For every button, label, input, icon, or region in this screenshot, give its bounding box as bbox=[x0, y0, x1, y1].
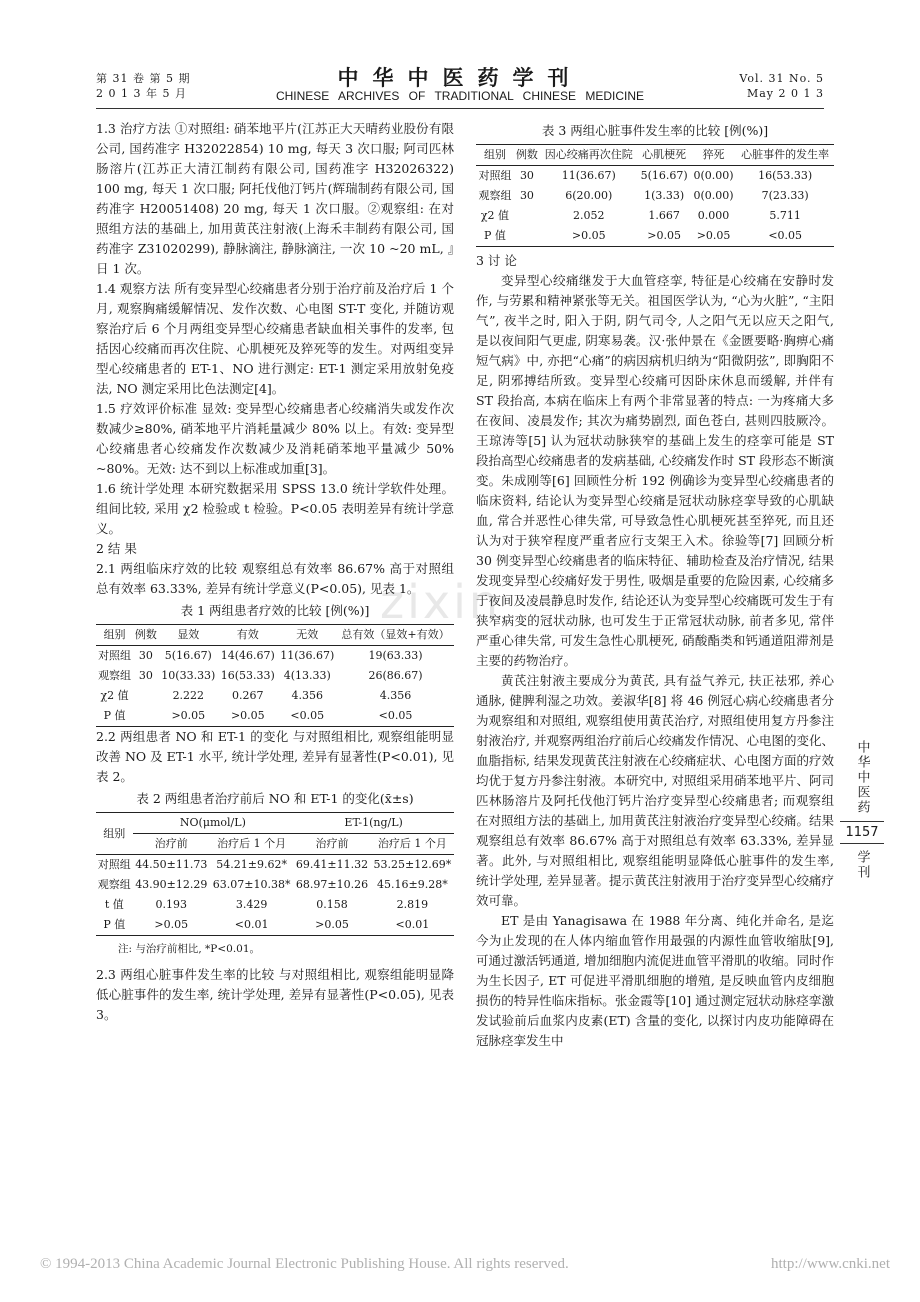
table-cell: 观察组 bbox=[97, 878, 131, 891]
table-cell: 3.429 bbox=[235, 898, 268, 911]
table-cell: 0(0.00) bbox=[693, 169, 734, 182]
table2-subheader: 治疗后 1 个月 bbox=[371, 834, 454, 855]
table3-caption: 表 3 两组心脏事件发生率的比较 [例(%)] bbox=[541, 123, 769, 138]
paragraph-statistics: 1.6 统计学处理 本研究数据采用 SPSS 13.0 统计学软件处理。组间比较, 采用 χ2 检验或 t 检验。P<0.05 表明差异有统计学意义。 bbox=[96, 481, 454, 536]
table-cell: 4.356 bbox=[379, 689, 412, 702]
footer-url[interactable]: http://www.cnki.net bbox=[770, 1256, 890, 1272]
issue-date-en: May 2 0 1 3 bbox=[746, 87, 824, 100]
table3-header: 例数 bbox=[514, 145, 540, 166]
table-cell: P 值 bbox=[96, 915, 133, 936]
table-cell: 观察组 bbox=[98, 669, 132, 682]
paragraph-results-3: 2.3 两组心脏事件发生率的比较 与对照组相比, 观察组能明显降低心脏事件的发生率, 统计学处理, 差异有显著性(P<0.05), 见表 3。 bbox=[96, 967, 454, 1022]
copyright-footer: © 1994-2013 China Academic Journal Electronic Publishing House. All rights reserved. bbox=[40, 1256, 569, 1272]
table2-subheader: 治疗前 bbox=[293, 834, 370, 855]
table-cell: >0.05 bbox=[638, 226, 691, 247]
table-cell: P 值 bbox=[96, 706, 133, 727]
journal-title-en: CHINESE ARCHIVES OF TRADITIONAL CHINESE MEDICINE bbox=[275, 89, 645, 103]
table-row bbox=[96, 706, 454, 727]
table-cell: P 值 bbox=[476, 226, 514, 247]
table-cell: t 值 bbox=[104, 898, 124, 911]
table-cell: >0.05 bbox=[691, 226, 737, 247]
side-tab bbox=[840, 740, 884, 880]
table-cell: 2.222 bbox=[172, 689, 205, 702]
table-row bbox=[96, 646, 454, 667]
table3 bbox=[476, 144, 834, 247]
table-cell: 0.000 bbox=[697, 209, 730, 222]
table-cell: 5(16.67) bbox=[640, 169, 688, 182]
table3-header: 心脏事件的发生率 bbox=[736, 145, 834, 166]
table-cell: 1(3.33) bbox=[644, 189, 685, 202]
table-cell: 16(53.33) bbox=[758, 169, 813, 182]
table2-subheader: 治疗后 1 个月 bbox=[210, 834, 293, 855]
table-row bbox=[96, 895, 454, 915]
table-row bbox=[476, 226, 834, 247]
table-cell: 4(13.33) bbox=[283, 669, 331, 682]
table-cell: 2.052 bbox=[572, 209, 605, 222]
table-row bbox=[96, 666, 454, 686]
table-cell: 10(33.33) bbox=[161, 669, 216, 682]
table2-subheader: 治疗前 bbox=[133, 834, 210, 855]
volume-issue-en: Vol. 31 No. 5 bbox=[739, 72, 824, 85]
paragraph-discussion-3: ET 是由 Yanagisawa 在 1988 年分离、纯化并命名, 是迄今为止发现的在人体内缩血管作用最强的内源性血管收缩肽[9], 可通过激活钙通道, 增加细胞内流促进血管平滑肌的收缩。同时作为生长因子, ET 可促进平滑肌细胞的增殖, 是反映血管内皮细胞损伤的特异性临床指标。张金霞等[10] 通过测定冠状动脉痉挛激发试验前后血浆内皮素(ET) 含量的变化, 以探讨内皮功能障碍在冠脉痉挛发生中 bbox=[476, 913, 834, 1048]
table-cell: >0.05 bbox=[218, 706, 277, 727]
table3-header: 心肌梗死 bbox=[638, 145, 691, 166]
table-cell: 30 bbox=[138, 669, 153, 682]
table-cell: 54.21±9.62* bbox=[216, 858, 287, 871]
table-cell: 1.667 bbox=[648, 209, 680, 222]
table-cell: 6(20.00) bbox=[565, 189, 613, 202]
table-cell: 0(0.00) bbox=[693, 189, 734, 202]
table-cell: 0.158 bbox=[316, 898, 348, 911]
table1-header: 组别 bbox=[96, 625, 133, 646]
table-cell: <0.05 bbox=[337, 706, 454, 727]
table1-caption: 表 1 两组患者疗效的比较 [例(%)] bbox=[180, 603, 370, 618]
section-discussion: 3 讨 论 bbox=[476, 253, 517, 268]
page-number: 1157 bbox=[840, 821, 884, 844]
right-column bbox=[476, 119, 834, 1051]
table1-header: 总有效（显效+有效） bbox=[337, 625, 454, 646]
watermark: zixin bbox=[380, 575, 502, 629]
table-cell: 观察组 bbox=[478, 189, 512, 202]
table2-header-group: 组别 bbox=[96, 813, 133, 855]
left-column bbox=[96, 119, 454, 1025]
table-row bbox=[96, 915, 454, 936]
paragraph-observation: 1.4 观察方法 所有变异型心绞痛患者分别于治疗前及治疗后 1 个月, 观察胸痛缓解情况、发作次数、心电图 ST-T 变化, 并随访观察治疗后 6 个月两组变异型心绞痛患者缺血相关事件的发率, 包括因心绞痛而再次住院、心肌梗死及猝死等的发生。对两组变异型心绞痛患者的 ET-1、NO 进行测定: ET-1 测定采用放射免疫法, NO 测定采用比色法测定[4]。 bbox=[96, 281, 454, 396]
table-cell: 30 bbox=[519, 169, 534, 182]
table1-header: 有效 bbox=[218, 625, 277, 646]
table-cell: >0.05 bbox=[293, 915, 370, 936]
table-row bbox=[476, 186, 834, 206]
paragraph-criteria: 1.5 疗效评价标准 显效: 变异型心绞痛患者心绞痛消失或发作次数减少≥80%, 硝苯地平片消耗量减少 80% 以上。有效: 变异型心绞痛患者心绞痛发作次数减少及消耗硝苯地平量减少 50% ~80%。无效: 达不到以上标准或加重[3]。 bbox=[96, 401, 454, 476]
table-row bbox=[476, 166, 834, 187]
table-cell: 26(86.67) bbox=[368, 669, 423, 682]
table-cell: 30 bbox=[138, 649, 153, 662]
table-cell: 16(53.33) bbox=[220, 669, 275, 682]
table-cell: 11(36.67) bbox=[561, 169, 616, 182]
table3-header: 因心绞痛再次住院 bbox=[540, 145, 638, 166]
table-cell bbox=[133, 706, 158, 727]
header-rule bbox=[96, 108, 824, 109]
table-cell: 5(16.67) bbox=[164, 649, 212, 662]
table1 bbox=[96, 624, 454, 727]
table-row bbox=[96, 875, 454, 895]
table-cell: <0.01 bbox=[210, 915, 293, 936]
side-journal-name: 中华中医药 bbox=[854, 740, 870, 815]
table-cell: 2.819 bbox=[396, 898, 429, 911]
table-cell: χ2 值 bbox=[100, 689, 129, 702]
section-results: 2 结 果 bbox=[96, 541, 137, 556]
table-cell: 对照组 bbox=[478, 169, 512, 182]
table-cell: 45.16±9.28* bbox=[377, 878, 448, 891]
volume-issue: 第 31 卷 第 5 期 bbox=[96, 72, 191, 85]
table2-header-et: ET-1(ng/L) bbox=[293, 813, 454, 834]
table-cell: 0.193 bbox=[155, 898, 188, 911]
table2 bbox=[96, 812, 454, 936]
table-cell: 63.07±10.38* bbox=[212, 878, 291, 891]
table-cell: 5.711 bbox=[769, 209, 801, 222]
table-cell: 对照组 bbox=[98, 649, 132, 662]
paragraph-results-1: 2.1 两组临床疗效的比较 观察组总有效率 86.67% 高于对照组总有效率 63.33%, 差异有统计学意义(P<0.05), 见表 1。 bbox=[96, 561, 454, 596]
side-journal-suffix: 学刊 bbox=[854, 850, 870, 880]
header-volume-en bbox=[739, 71, 824, 101]
journal-title: 中华中医药学刊 bbox=[337, 65, 583, 90]
table-cell: 30 bbox=[519, 189, 534, 202]
table-cell: 69.41±11.32 bbox=[295, 858, 369, 871]
table2-header-no: NO(μmol/L) bbox=[133, 813, 294, 834]
table-row bbox=[96, 686, 454, 706]
table-cell: 0.267 bbox=[232, 689, 264, 702]
table-cell: >0.05 bbox=[540, 226, 638, 247]
table1-header: 无效 bbox=[278, 625, 337, 646]
table-cell: 68.97±10.26 bbox=[295, 878, 369, 891]
paragraph-discussion-1: 变异型心绞痛继发于大血管痉挛, 特征是心绞痛在安静时发作, 与劳累和精神紧张等无关。祖国医学认为, “心为火脏”, “主阳气”, 夜半之时, 阳入于阴, 阴气司令, 人之阳气无以应天之阳气, 是以夜间阳气更虚, 阴寒易袭。汉·张仲景在《金匮要略·胸痹心痛短气病》中, 亦把“心痛”的病因病机归纳为“阳微阴弦”, 即胸阳不足, 阴邪搏结所致。变异型心绞痛可因卧床休息而缓解, 并伴有 ST 段抬高, 本病在临床上有两个非常显著的特点: 一为疼痛大多在夜间、凌晨发作; 其次为痛势剧烈, 面色苍白, 甚则四肢厥冷。王琼涛等[5] 认为冠状动脉狭窄的基础上发生的痉挛可能是 ST 段抬高型心绞痛患者的发病基础, 心绞痛发作时 ST 段形态不断演变。朱成刚等[6] 回顾性分析 192 例确诊为变异型心绞痛患者的临床资料, 结论认为变异型心绞痛是冠状动脉痉挛导致的心肌缺血, 常合并恶性心律失常, 可导致急性心肌梗死甚至猝死, 而且还认为对于狭窄程度严重者应行支架王入术。徐验等[7] 回顾分析 30 例变异型心绞痛患者的临床特征、辅助检查及治疗情况, 结果发现变异型心绞痛好发于男性, 吸烟是重要的危险因素, 心绞痛多于夜间及凌晨静息时发作, 结论还认为变异型心绞痛既可发生于有狭窄病变的冠状动脉, 也可发生于正常冠状动脉, 前者多见, 常伴严重心律失常, 可发生急性心肌梗死, 硝酸酯类和钙通道阻滞剂是主要的药物治疗。 bbox=[476, 273, 834, 668]
table-cell: 对照组 bbox=[97, 858, 131, 871]
table-cell: 44.50±11.73 bbox=[135, 858, 208, 871]
table-cell: 14(46.67) bbox=[220, 649, 275, 662]
table-cell: 7(23.33) bbox=[761, 189, 809, 202]
table3-header: 猝死 bbox=[691, 145, 737, 166]
table-cell: χ2 值 bbox=[480, 209, 510, 222]
table-cell bbox=[514, 206, 540, 226]
issue-date: 2 0 1 3 年 5 月 bbox=[96, 87, 187, 100]
table-cell: 19(63.33) bbox=[368, 649, 423, 662]
table-cell bbox=[514, 226, 540, 247]
table2-caption: 表 2 两组患者治疗前后 NO 和 ET-1 的变化(x̄±s) bbox=[136, 791, 414, 806]
table-cell: <0.05 bbox=[736, 226, 834, 247]
table-cell: <0.01 bbox=[371, 915, 454, 936]
table-row bbox=[476, 206, 834, 226]
table-cell: 4.356 bbox=[291, 689, 324, 702]
table-cell: 53.25±12.69* bbox=[373, 858, 452, 871]
table1-header: 例数 bbox=[133, 625, 158, 646]
paragraph-discussion-2: 黄芪注射液主要成分为黄芪, 具有益气养元, 扶正祛邪, 养心通脉, 健脾利湿之功效。姜淑华[8] 将 46 例冠心病心绞痛患者分为观察组和对照组, 观察组使用黄芪治疗, 对照组使用复方丹参注射液治疗, 并观察两组治疗前后心绞痛发作情况、心电图的变化、血脂指标, 结果发现黄芪注射液在心绞痛症状、心电图方面的疗效均优于复方丹参注射液。本研究中, 对照组采用硝苯地平片、阿司匹林肠溶片及阿托伐他汀钙片治疗变异型心绞痛患者; 而观察组在对照组方法的基础上, 加用黄芪注射液治疗变异型心绞痛。结果观察组总有效率 86.67% 高于对照组总有效率 63.33%, 差异显著。此外, 与对照组相比, 观察组能明显降低心脏事件的发生率, 统计学处理, 差异显著。提示黄芪注射液用于治疗变异型心绞痛疗效可靠。 bbox=[476, 673, 834, 908]
table-cell: <0.05 bbox=[278, 706, 337, 727]
table-cell: 11(36.67) bbox=[280, 649, 335, 662]
table-cell: >0.05 bbox=[159, 706, 218, 727]
table-cell: >0.05 bbox=[133, 915, 210, 936]
table2-note: 注: 与治疗前相比, *P<0.01。 bbox=[118, 943, 261, 955]
paragraph-results-2: 2.2 两组患者 NO 和 ET-1 的变化 与对照组相比, 观察组能明显改善 NO 及 ET-1 水平, 统计学处理, 差异有显著性(P<0.01), 见表 2。 bbox=[96, 729, 454, 784]
table-cell bbox=[133, 686, 158, 706]
paragraph-treatment: 1.3 治疗方法 ①对照组: 硝苯地平片(江苏正大天晴药业股份有限公司, 国药准字 H32022854) 10 mg, 每天 3 次口服; 阿司匹林肠溶片(江苏正大清江制药有限公司, 国药准字 H32026322) 100 mg, 每天 1 次口服; 阿托伐他汀钙片(辉瑞制药有限公司, 国药准字 H20051408) 20 mg, 每天 1 次口服。②观察组: 在对照组方法的基础上, 加用黄芪注射液(上海禾丰制药有限公司, 国药准字 Z31020299), 静脉滴注, 静脉滴注, 一次 10 ~20 mL, 』日 1 次。 bbox=[96, 121, 454, 276]
table-row bbox=[96, 855, 454, 876]
table3-header: 组别 bbox=[476, 145, 514, 166]
table1-header: 显效 bbox=[159, 625, 218, 646]
table-cell: 43.90±12.29 bbox=[135, 878, 208, 891]
